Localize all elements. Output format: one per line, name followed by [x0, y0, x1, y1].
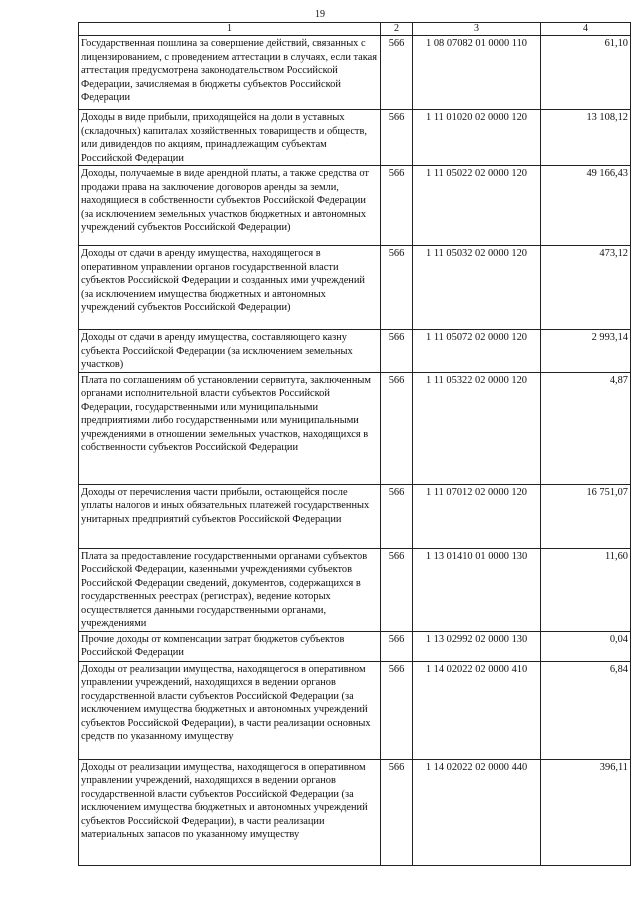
table-row — [79, 110, 631, 166]
column-header-3: 3 — [413, 23, 541, 36]
budget-code-cell: 1 13 02992 02 0000 130 — [413, 631, 541, 661]
budget-code-cell: 1 11 05072 02 0000 120 — [413, 330, 541, 373]
amount-cell: 13 108,12 — [541, 110, 631, 166]
table-header-row — [79, 23, 631, 36]
amount-cell: 396,11 — [541, 759, 631, 865]
budget-code-cell: 1 14 02022 02 0000 440 — [413, 759, 541, 865]
revenue-name-cell: Доходы от сдачи в аренду имущества, находящегося в оперативном управлении органов государственной власти субъектов Российской Федерации и созданных ими учреждений (за исключением имущества бюджетных и автономных учреждений субъектов Российской Федерации) — [79, 246, 381, 330]
admin-code-cell: 566 — [381, 372, 413, 484]
amount-cell: 61,10 — [541, 36, 631, 110]
budget-code-cell: 1 11 07012 02 0000 120 — [413, 484, 541, 548]
amount-cell: 473,12 — [541, 246, 631, 330]
amount-cell: 4,87 — [541, 372, 631, 484]
budget-code-cell: 1 13 01410 01 0000 130 — [413, 548, 541, 631]
admin-code-cell: 566 — [381, 110, 413, 166]
budget-code-cell: 1 11 05032 02 0000 120 — [413, 246, 541, 330]
amount-cell: 0,04 — [541, 631, 631, 661]
table-row — [79, 372, 631, 484]
revenue-name-cell: Плата за предоставление государственными органами субъектов Российской Федерации, казенными учреждениями субъектов Российской Федерации сведений, документов, содержащихся в государственных реестрах (регистрах), ведение которых осуществляется данными государственными органами, учреждениями — [79, 548, 381, 631]
revenue-table — [78, 22, 631, 866]
amount-cell: 16 751,07 — [541, 484, 631, 548]
revenue-name-cell: Доходы от сдачи в аренду имущества, составляющего казну субъекта Российской Федерации (за исключением земельных участков) — [79, 330, 381, 373]
table-row — [79, 330, 631, 373]
admin-code-cell: 566 — [381, 330, 413, 373]
revenue-name-cell: Плата по соглашениям об установлении сервитута, заключенным органами исполнительной власти субъектов Российской Федерации, государственными или муниципальными предприятиями либо государственными или муниципальными учреждениями в отношении земельных участков, находящихся в собственности субъектов Российской Федерации — [79, 372, 381, 484]
table-row — [79, 631, 631, 661]
revenue-name-cell: Доходы от реализации имущества, находящегося в оперативном управлении учреждений, находящихся в ведении органов государственной власти субъектов Российской Федерации (за исключением имущества бюджетных и автономных учреждений субъектов Российской Федерации), в части реализации материальных запасов по указанному имуществу — [79, 759, 381, 865]
budget-code-cell: 1 11 01020 02 0000 120 — [413, 110, 541, 166]
admin-code-cell: 566 — [381, 661, 413, 759]
table-row — [79, 661, 631, 759]
budget-code-cell: 1 08 07082 01 0000 110 — [413, 36, 541, 110]
amount-cell: 11,60 — [541, 548, 631, 631]
admin-code-cell: 566 — [381, 484, 413, 548]
admin-code-cell: 566 — [381, 548, 413, 631]
column-header-2: 2 — [381, 23, 413, 36]
admin-code-cell: 566 — [381, 166, 413, 246]
revenue-name-cell: Доходы в виде прибыли, приходящейся на доли в уставных (складочных) капиталах хозяйственных товариществ и обществ, или дивидендов по акциям, принадлежащим субъектам Российской Федерации — [79, 110, 381, 166]
revenue-name-cell: Доходы от перечисления части прибыли, остающейся после уплаты налогов и иных обязательных платежей государственных унитарных предприятий субъектов Российской Федерации — [79, 484, 381, 548]
budget-code-cell: 1 14 02022 02 0000 410 — [413, 661, 541, 759]
table-row — [79, 548, 631, 631]
table-row — [79, 36, 631, 110]
admin-code-cell: 566 — [381, 631, 413, 661]
admin-code-cell: 566 — [381, 759, 413, 865]
column-header-4: 4 — [541, 23, 631, 36]
budget-code-cell: 1 11 05322 02 0000 120 — [413, 372, 541, 484]
revenue-name-cell: Прочие доходы от компенсации затрат бюджетов субъектов Российской Федерации — [79, 631, 381, 661]
amount-cell: 49 166,43 — [541, 166, 631, 246]
admin-code-cell: 566 — [381, 246, 413, 330]
table-row — [79, 246, 631, 330]
revenue-name-cell: Государственная пошлина за совершение действий, связанных с лицензированием, с проведением аттестации в случаях, если такая аттестация предусмотрена законодательством Российской Федерации, зачисляемая в бюджеты субъектов Российской Федерации — [79, 36, 381, 110]
table-row — [79, 166, 631, 246]
amount-cell: 6,84 — [541, 661, 631, 759]
table-row — [79, 484, 631, 548]
page-number: 19 — [315, 9, 325, 20]
table-row — [79, 759, 631, 865]
amount-cell: 2 993,14 — [541, 330, 631, 373]
column-header-1: 1 — [79, 23, 381, 36]
admin-code-cell: 566 — [381, 36, 413, 110]
revenue-name-cell: Доходы от реализации имущества, находящегося в оперативном управлении учреждений, находящихся в ведении органов государственной власти субъектов Российской Федерации (за исключением имущества бюджетных и автономных учреждений субъектов Российской Федерации), в части реализации основных средств по указанному имуществу — [79, 661, 381, 759]
budget-code-cell: 1 11 05022 02 0000 120 — [413, 166, 541, 246]
revenue-name-cell: Доходы, получаемые в виде арендной платы, а также средства от продажи права на заключение договоров аренды за земли, находящиеся в собственности субъектов Российской Федерации (за исключением земельных участков бюджетных и автономных учреждений субъектов Российской Федерации) — [79, 166, 381, 246]
